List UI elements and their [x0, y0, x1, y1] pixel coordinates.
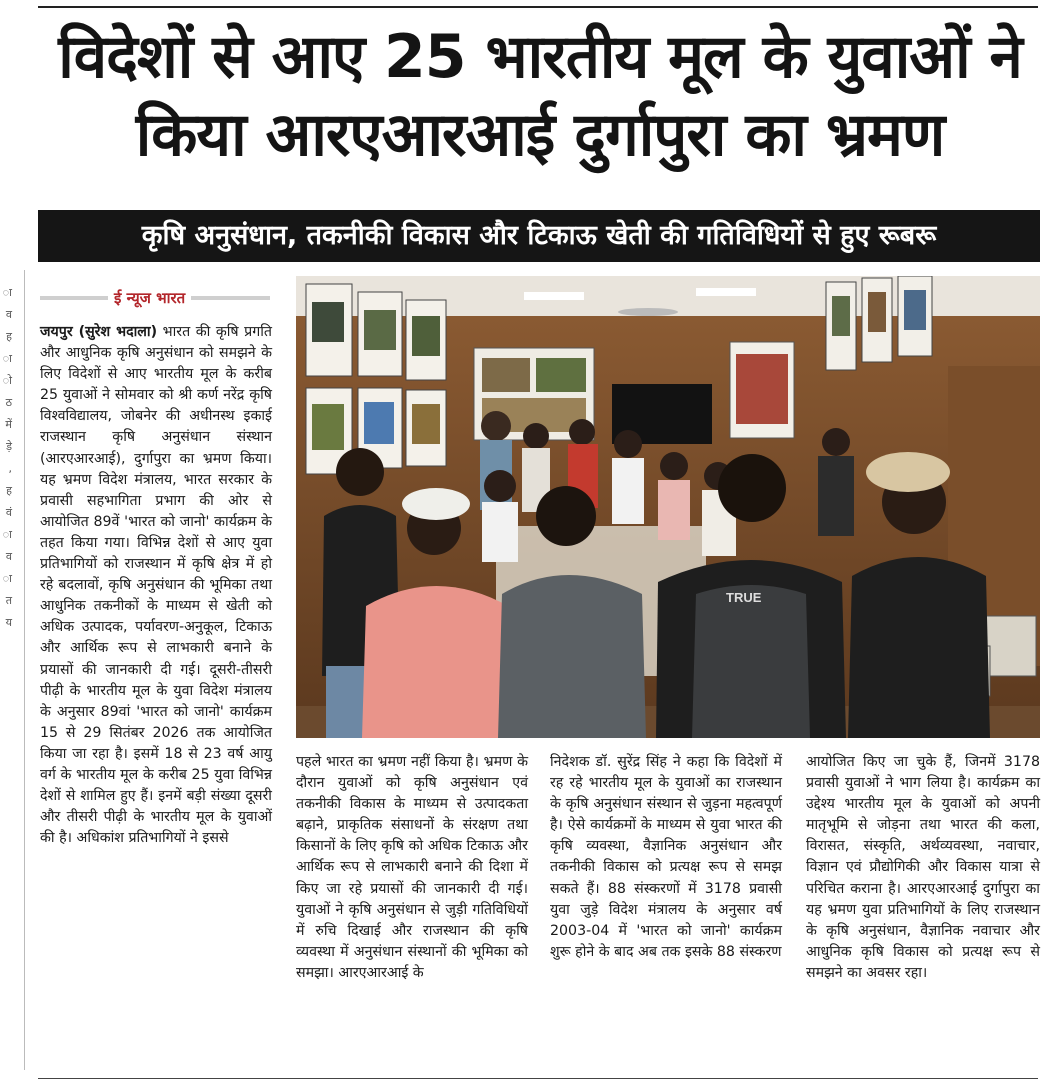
column-4-text: आयोजित किए जा चुके हैं, जिनमें 3178 प्रवासी युवाओं ने भाग लिया है। कार्यक्रम का उद्देश्य भारतीय मूल के युवाओं को अपनी मातृभूमि से जोड़ना तथा भारत की कला, विरासत, संस्कृति, अर्थव्यवस्था, नवाचार, विज्ञान एवं प्रौद्योगिकी और विकास यात्रा से परिचित कराना है। आरएआरआई दुर्गापुरा का यह भ्रमण युवा प्रतिभागियों के लिए राजस्थान के कृषि अनुसंधान, वैज्ञानिक नवाचार और आधुनिक कृषि विकास को प्रत्यक्ष रूप से समझने का अवसर रहा। — [806, 754, 1040, 981]
column-1-text: भारत की कृषि प्रगति और आधुनिक कृषि अनुसंधान को समझने के लिए विदेशों से आए भारतीय मूल के करीब 25 युवाओं ने सोमवार को श्री कर्ण नरेंद्र कृषि विश्वविद्यालय, जोबनेर की अधीनस्थ इकाई राजस्थान कृषि अनुसंधान संस्थान (आरएआरआई), दुर्गापुरा का भ्रमण किया। यह भ्रमण विदेश मंत्रालय, भारत सरकार के प्रवासी सहभागिता प्रभाग की ओर से आयोजित 89वें 'भारत को जानो' कार्यक्रम के तहत किया गया। विभिन्न देशों से आए युवा प्रतिभागियों को राजस्थान में कृषि क्षेत्र में हो रहे बदलावों, कृषि अनुसंधान की भूमिका तथा आधुनिक तकनीकों के माध्यम से खेती को अधिक उत्पादक, पर्यावरण-अनुकूल, टिकाऊ और आर्थिक रूप से लाभकारी बनाने के प्रयासों की जानकारी दी गई। दूसरी-तीसरी पीढ़ी के भारतीय मूल के युवा विदेश मंत्रालय के अनुसार 89वां 'भारत को जानो' कार्यक्रम 15 से 29 सितंबर 2026 तक आयोजित किया जा रहा है। इसमें 18 से 23 वर्ष आयु वर्ग के भारतीय मूल के करीब 25 युवा विभिन्न देशों से शामिल हुए हैं। इनमें बड़ी संख्या दूसरी और तीसरी पीढ़ी के भारतीय मूल के युवाओं की है। अधिकांश प्रतिभागियों ने इससे — [40, 324, 273, 847]
fragment-char: ह — [6, 484, 12, 497]
fragment-char: व — [5, 308, 12, 321]
ceiling-fan — [618, 308, 678, 316]
fragment-char: में — [5, 418, 12, 431]
fragment-char: त — [5, 594, 12, 607]
column-3-text: निदेशक डॉ. सुरेंद्र सिंह ने कहा कि विदेशों में रह रहे भारतीय मूल के युवाओं का राजस्थान के कृषि अनुसंधान संस्थान से जुड़ना महत्वपूर्ण है। ऐसे कार्यक्रमों के माध्यम से युवा भारत की कृषि व्यवस्था, वैज्ञानिक अनुसंधान और तकनीकी विकास को प्रत्यक्ष रूप से समझ सकते हैं। 88 संस्करणों में 3178 प्रवासी युवा जुड़े विदेश मंत्रालय के अनुसार वर्ष 2003-04 में 'भारत को जानो' कार्यक्रम शुरू होने के बाद अब तक इसके 88 संस्करण — [550, 754, 782, 960]
fragment-char: ा — [2, 572, 12, 585]
ceiling-light — [696, 288, 756, 296]
fragment-char: , — [8, 462, 12, 475]
fragment-char: वं — [5, 506, 12, 519]
bottom-rule — [38, 1078, 1038, 1079]
fragment-char: ठ — [5, 396, 12, 409]
top-rule — [38, 6, 1038, 8]
article-column-1 — [40, 322, 272, 849]
adjacent-article-fragment — [0, 282, 14, 742]
article-column-2 — [296, 752, 528, 984]
fragment-char: ा — [2, 352, 12, 365]
column-2-text: पहले भारत का भ्रमण नहीं किया है। भ्रमण के दौरान युवाओं को कृषि अनुसंधान एवं तकनीकी विकास के माध्यम से उत्पादकता बढ़ाने, प्राकृतिक संसाधनों के संरक्षण तथा किसानों के लिए कृषि को अधिक टिकाऊ और आर्थिक रूप से लाभकारी बनाने की दिशा में किए जा रहे प्रयासों की जानकारी दी गई। युवाओं ने कृषि अनुसंधान से जुड़ी गतिविधियों में रुचि दिखाई और राजस्थान की कृषि व्यवस्था में अनुसंधान संस्थानों की भूमिका को समझा। आरएआरआई के — [296, 754, 528, 981]
ceiling-light — [524, 292, 584, 300]
article-column-3 — [550, 752, 782, 963]
fragment-char: य — [5, 616, 12, 629]
source-tag: ई न्यूज भारत — [108, 286, 191, 310]
poster-text: TRUE — [726, 590, 762, 605]
article-photo — [296, 276, 1040, 738]
fragment-char: ा — [2, 528, 12, 541]
fragment-char: ो — [2, 374, 12, 387]
headline: विदेशों से आए 25 भारतीय मूल के युवाओं ने किया आरएआरआई दुर्गापुरा का भ्रमण — [58, 22, 1022, 170]
photo-illustration — [296, 276, 1040, 738]
fragment-char: व — [5, 550, 12, 563]
fragment-char: ह — [6, 330, 12, 343]
fragment-char: ा — [2, 286, 12, 299]
column-divider — [24, 270, 25, 1070]
dateline: जयपुर (सुरेश भदाला) — [40, 324, 158, 340]
fragment-char: ड़े — [6, 440, 12, 453]
subheadline-bar: कृषि अनुसंधान, तकनीकी विकास और टिकाऊ खेती की गतिविधियों से हुए रूबरू — [38, 210, 1040, 262]
article-column-4 — [806, 752, 1040, 984]
